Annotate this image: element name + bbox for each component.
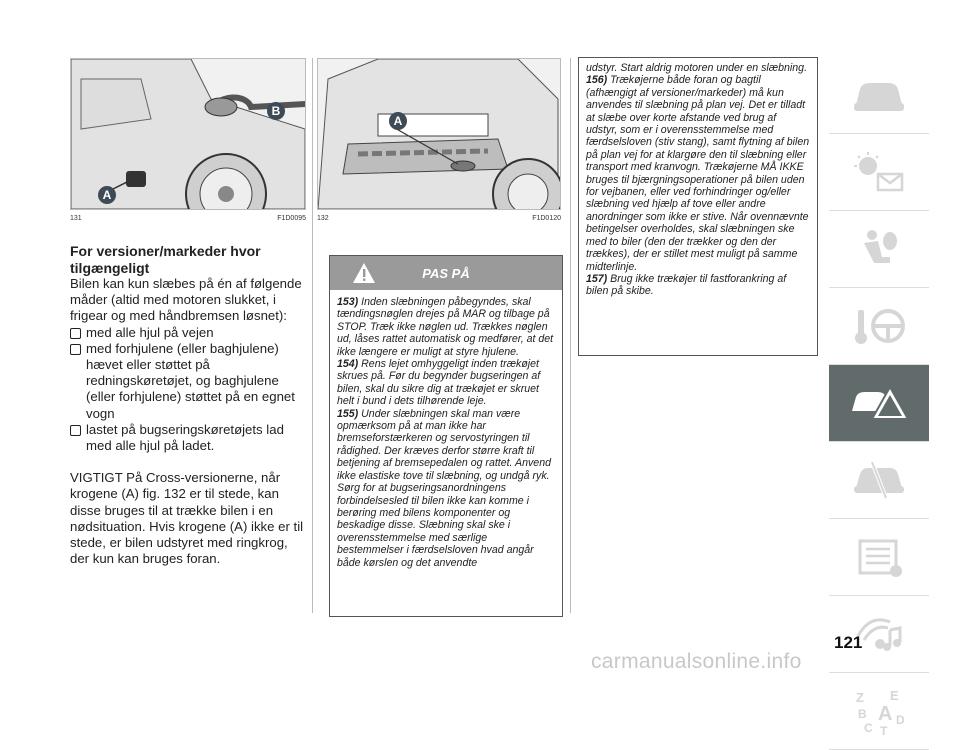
warning-item: 156) Trækøjerne både foran og bagtil (afhængigt af versioner/markeder) må kun anvendes til slæbning på plan vej. Det er tilladt at slæbe over korte afstande ved brug af udstyr, som er i overensstemmelse med færdselsloven (stiv stang), samt flytning af bilen på plan vej for at klargøre den til slæbning eller transport med kranvogn. Trækøjerne MÅ IKKE bruges til bjærgningsoperationer på bilen uden for vejbanen, eller ved forhindringer og/eller slæbning ved hjælp af tove eller andre anordninger som ikke er stive. Når ovennævnte betingelser overholdes, skal slæbningen ske med to biler (den der trækker og den der trækkes), der er stillet mest muligt på samme midterlinje.	[586, 74, 810, 273]
figure-132	[317, 58, 561, 228]
svg-text:D: D	[896, 713, 905, 727]
tab-safety[interactable]	[829, 211, 929, 288]
airbag-safety-icon	[850, 227, 908, 271]
svg-text:A: A	[878, 703, 893, 725]
car-dashboard-icon	[850, 75, 908, 115]
warning-item: 153) Inden slæbningen påbegyndes, skal tændingsnøglen drejes på MAR og tilbage på STOP. Træk ikke nøglen ud. Trækkes nøglen ud, låses rattet automatisk og medfører, at det ikke længere er muligt at styre hjulene.	[337, 296, 554, 358]
column-divider	[312, 58, 313, 613]
warning-item: 154) Rens lejet omhyggeligt inden trækøjet skrues på. Før du begynder bugseringen af bilen, skal du sikre dig at trækøjet er skruet helt i bund i dets tilhørende leje.	[337, 358, 541, 408]
column-divider	[570, 58, 571, 613]
left-text-column	[70, 243, 310, 567]
figure-code: F1D0120	[532, 215, 561, 222]
figure-number: 132	[317, 215, 329, 222]
checkbox-bullet-icon	[70, 328, 81, 339]
callout-b: B	[271, 104, 281, 118]
warning-box-continued	[578, 57, 818, 356]
important-note: VIGTIGT På Cross-versionerne, når krogene (A) fig. 132 er til stede, kan disse bruges til at trække bilen i en nødsituation. Hvis krogene (A) ikke er til stede, er bilen udstyret med ringkrog, der kun kan bruges foran.	[70, 470, 304, 567]
figure-code: F1D0095	[277, 215, 306, 222]
index-letters-icon	[850, 686, 908, 736]
tab-starting-driving[interactable]	[829, 288, 929, 365]
figure-number: 131	[70, 215, 82, 222]
figure-131-image	[70, 58, 306, 210]
tab-index[interactable]	[829, 673, 929, 750]
svg-text:E: E	[890, 688, 899, 703]
warning-item: 155) Under slæbningen skal man være opmærksom på at man ikke har bremseforstærkeren og servostyringen til rådighed. Der kræves derfor større kraft til betjening af bremsepedalen og rattet. Anvend ikke elastiske tove til slæbning, og undgå ryk. Sørg for at bugseringsanordningens forbindelsesled til bilen ikke kan komme i berøring med bilens komponenter og beskadige disse. Slæbning skal ske i overensstemmelse med særlige bestemmelser i færdselsloven hvad angår både kørslen og det anvendte	[337, 407, 551, 569]
warning-title: PAS PÅ	[422, 266, 470, 281]
figure-131-caption	[70, 215, 306, 222]
page-number: 121	[834, 633, 863, 652]
technical-data-icon	[850, 535, 908, 579]
car-emergency-triangle-icon	[848, 381, 910, 425]
svg-text:B: B	[858, 707, 867, 721]
lights-message-icon	[850, 150, 908, 194]
section-heading: For versioner/markeder hvor tilgængeligt	[70, 243, 261, 276]
checkbox-bullet-icon	[70, 344, 81, 355]
warning-body	[330, 290, 562, 569]
figure-131	[70, 58, 306, 228]
callout-a: A	[393, 114, 403, 128]
tab-maintenance[interactable]	[829, 442, 929, 519]
tab-emergency[interactable]	[829, 365, 929, 442]
list-item: med alle hjul på vejen	[70, 325, 310, 341]
tab-technical-data[interactable]	[829, 519, 929, 596]
warning-box	[329, 255, 563, 617]
intro-paragraph: Bilen kan kun slæbes på én af følgende måder (altid med motoren slukket, i frigear og med håndbremsen løsnet):	[70, 276, 302, 324]
figure-132-image	[317, 58, 561, 210]
checkbox-bullet-icon	[70, 425, 81, 436]
tab-lights-messages[interactable]	[829, 134, 929, 211]
warning-item: 157) Brug ikke trækøjer til fastforankring af bilen på skibe.	[586, 272, 787, 298]
warning-header	[330, 256, 562, 290]
warning-continued-text: udstyr. Start aldrig motoren under en slæbning.	[586, 62, 808, 74]
svg-text:T: T	[880, 724, 888, 736]
svg-text:C: C	[864, 721, 873, 735]
maintenance-wrench-icon	[850, 458, 908, 502]
key-steering-icon	[850, 304, 908, 348]
warning-body	[579, 58, 817, 298]
list-item: med forhjulene (eller baghjulene) hævet eller støttet på redningskøretøjet, og baghjulene (eller forhjulene) støttet på en egnet vogn	[70, 341, 310, 422]
svg-text:Z: Z	[856, 690, 864, 705]
list-item: lastet på bugseringskøretøjets lad med alle hjul på ladet.	[70, 422, 310, 454]
figure-132-caption	[317, 215, 561, 222]
watermark: carmanualsonline.info	[591, 650, 802, 673]
tab-dashboard[interactable]	[829, 57, 929, 134]
callout-a: A	[102, 188, 112, 202]
